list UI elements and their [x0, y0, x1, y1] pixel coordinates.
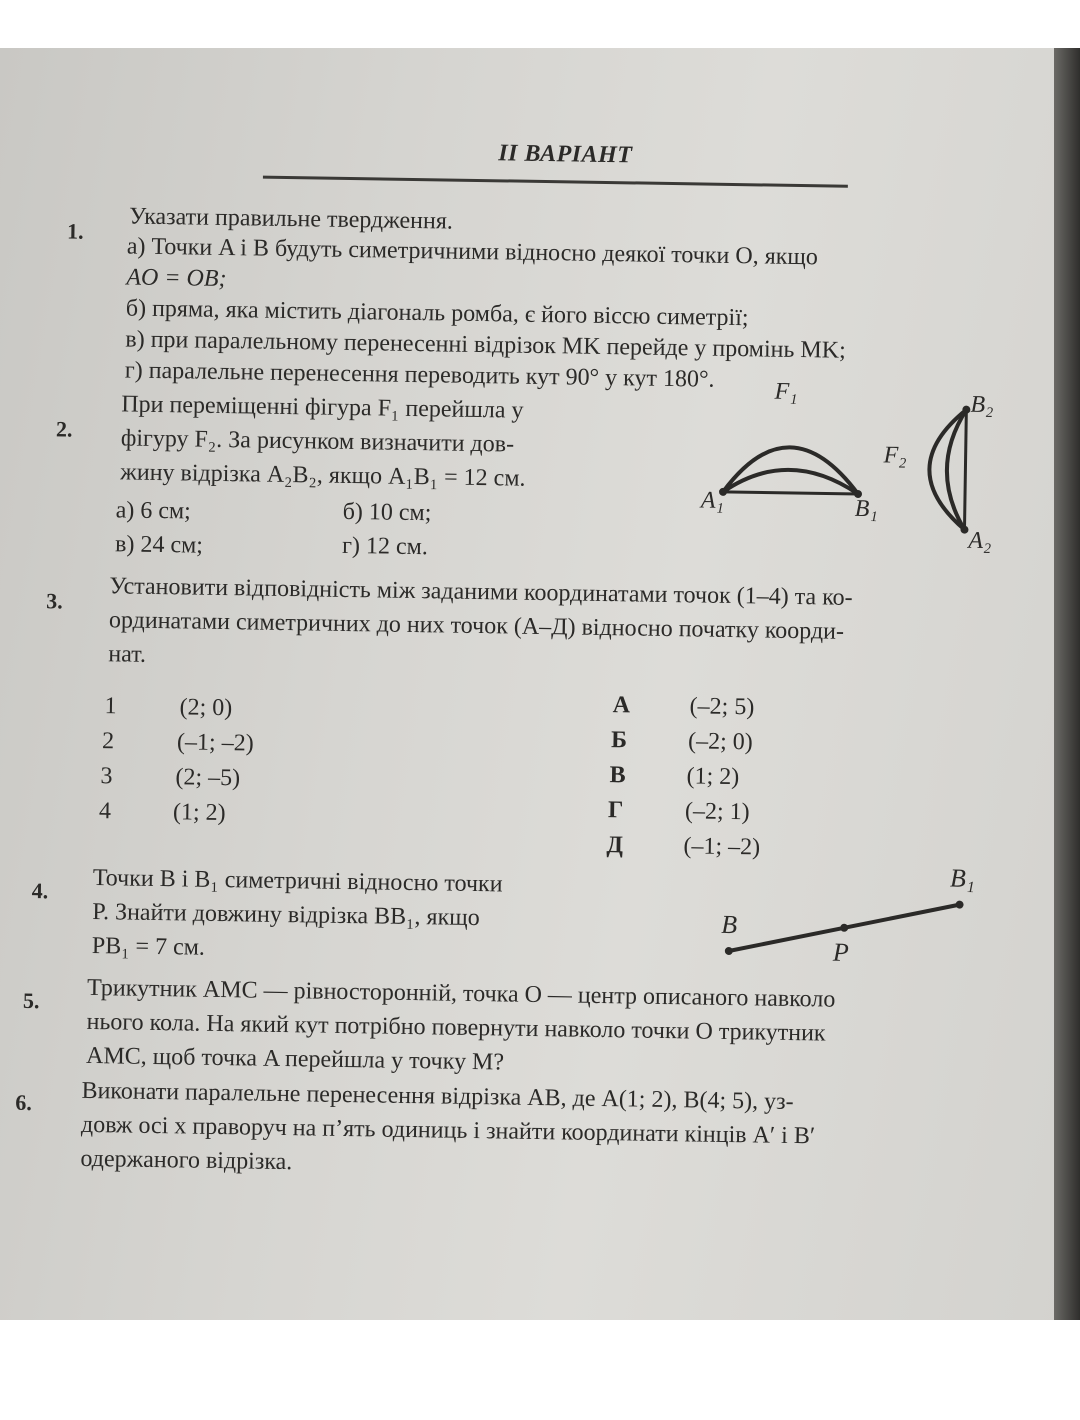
task-1-option-a: а) Точки A і B будуть симетричними відносно деякої точки O, якщо	[126, 233, 819, 271]
t3-right-letter-c: В	[609, 762, 626, 789]
task-1-option-a-cont: AO = OB;	[126, 264, 227, 293]
task-3-number: 3.	[46, 588, 63, 614]
t3-right-letter-b: Б	[610, 727, 628, 754]
task-2-option-a: а) 6 см;	[115, 497, 192, 525]
figure-a2b2-segment	[964, 410, 966, 530]
figure-label-a2: A₂	[968, 527, 992, 555]
task-4-line-1: Точки B і B₁ симетричні відносно точки	[92, 865, 503, 898]
t3-left-value-1: (2; 0)	[179, 694, 233, 722]
label-p: P	[832, 937, 849, 967]
point-p	[840, 924, 848, 932]
figure-label-f2: F₂	[883, 442, 907, 469]
t3-right-value-d: (–2; 1)	[684, 798, 750, 826]
task-6-line-3: одержаного відрізка.	[80, 1145, 293, 1176]
task-2-option-c: в) 24 см;	[114, 531, 204, 559]
task-1-number: 1.	[66, 218, 84, 244]
t3-right-value-a: (–2; 5)	[689, 693, 755, 721]
task-2-option-d: г) 12 см.	[341, 532, 429, 561]
t3-left-value-4: (1; 2)	[172, 799, 226, 827]
t3-right-value-b: (–2; 0)	[687, 728, 753, 756]
figure-label-b2: B₂	[970, 391, 994, 419]
task-4-number: 4.	[31, 878, 49, 904]
point-b	[725, 947, 733, 955]
book-page	[0, 48, 1080, 1320]
task-5-line-1: Трикутник AMC — рівносторонній, точка O — центр описаного навколо	[86, 974, 836, 1013]
figure-label-a1: A₁	[700, 487, 725, 514]
task-1-option-d: г) паралельне перенесення переводить кут 90° у кут 180°.	[124, 357, 715, 393]
t3-left-index-4: 4	[98, 798, 112, 825]
task-2-line-3: жину відрізка A₂B₂, якщо A₁B₁ = 12 см.	[120, 459, 526, 492]
task-2-line-2: фігуру F₂. За рисунком визначити дов-	[120, 425, 515, 458]
task-6-line-2: довж осі x праворуч на п’ять одиниць і знайти координати кінців A′ і B′	[80, 1111, 816, 1150]
task-3-line-3: нат.	[108, 641, 147, 668]
task-1-statement: Указати правильне твердження.	[129, 203, 454, 235]
task-3-line-1: Установити відповідність між заданими координатами точок (1–4) та ко-	[109, 573, 853, 611]
task-2-figure	[700, 378, 1034, 561]
heading-underline	[263, 176, 848, 188]
task-5-number: 5.	[22, 987, 40, 1014]
task-5-line-2: нього кола. На який кут потрібно повернути навколо точки O трикутник	[86, 1008, 826, 1047]
label-b: B	[721, 909, 738, 940]
task-1-option-c: в) при паралельному перенесенні відрізок MK перейде у промінь MK;	[125, 326, 846, 364]
t3-left-index-1: 1	[104, 693, 117, 720]
point-b1	[956, 901, 964, 909]
task-1-option-b: б) пряма, яка містить діагональ ромба, є його віссю симетрії;	[125, 295, 749, 332]
t3-right-letter-a: А	[612, 692, 631, 719]
t3-right-letter-e: Д	[606, 832, 624, 859]
figure-label-b1: B₁	[854, 495, 879, 523]
task-4-figure	[710, 863, 1012, 986]
task-6-line-1: Виконати паралельне перенесення відрізка AB, де A(1; 2), B(4; 5), уз-	[81, 1077, 794, 1116]
figure-a1b1-segment	[723, 492, 858, 494]
task-5-line-3: AMC, щоб точка A перейшла у точку M?	[85, 1042, 505, 1076]
t3-left-index-3: 3	[100, 763, 113, 790]
task-2-line-1: При переміщенні фігура F₁ перейшла у	[121, 391, 524, 424]
t3-right-value-e: (–1; –2)	[683, 833, 761, 861]
task-4-line-3: PB₁ = 7 см.	[91, 932, 206, 961]
t3-right-value-c: (1; 2)	[686, 763, 740, 791]
variant-heading: II ВАРІАНТ	[498, 140, 633, 169]
t3-left-value-3: (2; –5)	[175, 764, 241, 792]
figure-label-f1: F₁	[774, 378, 798, 406]
t3-left-value-2: (–1; –2)	[176, 729, 254, 757]
task-6-number: 6.	[15, 1089, 33, 1116]
task-3-line-2: ординатами симетричних до них точок (А–Д) відносно початку коорди-	[108, 607, 845, 645]
label-b1: B₁	[949, 863, 976, 893]
task-4-line-2: P. Знайти довжину відрізка BB₁, якщо	[92, 898, 480, 932]
page-content	[0, 48, 1080, 1320]
t3-right-letter-d: Г	[607, 797, 624, 824]
task-2-option-b: б) 10 см;	[342, 498, 432, 527]
task-2-number: 2.	[55, 416, 73, 442]
t3-left-index-2: 2	[101, 728, 115, 755]
